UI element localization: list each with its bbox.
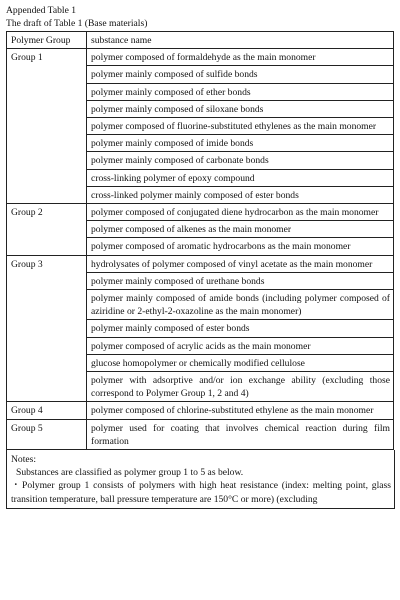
group-name-cell: Group 4 (7, 402, 87, 419)
substance-cell: polymer composed of alkenes as the main monomer (87, 221, 394, 238)
substance-cell: cross-linked polymer mainly composed of ester bonds (87, 186, 394, 203)
substance-cell: polymer composed of conjugated diene hydrocarbon as the main monomer (87, 204, 394, 221)
substance-cell: polymer mainly composed of siloxane bonds (87, 100, 394, 117)
substance-cell: glucose homopolymer or chemically modified cellulose (87, 354, 394, 371)
table-row (7, 402, 394, 419)
base-materials-table (6, 31, 394, 450)
document-page (6, 4, 396, 509)
substance-cell: polymer mainly composed of sulfide bonds (87, 66, 394, 83)
substance-cell: polymer composed of aromatic hydrocarbons as the main monomer (87, 238, 394, 255)
table-row (7, 419, 394, 449)
appendix-title: Appended Table 1 (6, 5, 77, 16)
group-name-cell: Group 1 (7, 49, 87, 204)
group-name-cell: Group 2 (7, 204, 87, 256)
substance-cell: polymer composed of chlorine-substituted ethylene as the main monomer (87, 402, 394, 419)
substance-cell: polymer mainly composed of urethane bonds (87, 272, 394, 289)
substance-cell: polymer mainly composed of ether bonds (87, 83, 394, 100)
column-header-polymer-group: Polymer Group (7, 32, 87, 49)
substance-cell: polymer mainly composed of imide bonds (87, 135, 394, 152)
substance-cell: polymer composed of acrylic acids as the main monomer (87, 337, 394, 354)
substance-cell: polymer mainly composed of carbonate bonds (87, 152, 394, 169)
table-subtitle: The draft of Table 1 (Base materials) (6, 18, 148, 29)
substance-cell: cross-linking polymer of epoxy compound (87, 169, 394, 186)
table-header-row (7, 32, 394, 49)
column-header-substance-name: substance name (87, 32, 394, 49)
substance-cell: hydrolysates of polymer composed of vinyl acetate as the main monomer (87, 255, 394, 272)
substance-cell: polymer with adsorptive and/or ion exchange ability (excluding those correspond to Polymer Group 1, 2 and 4) (87, 372, 394, 402)
substance-cell: polymer mainly composed of ester bonds (87, 320, 394, 337)
notes-line-group1: ・Polymer group 1 consists of polymers with high heat resistance (index: melting point, glass transition temperature, ball pressure temperature are 150°C or more) (excluding (11, 480, 391, 505)
substance-cell: polymer used for coating that involves chemical reaction during film formation (87, 419, 394, 449)
notes-title: Notes: (11, 454, 37, 466)
group-name-cell: Group 5 (7, 419, 87, 449)
group-name-cell: Group 3 (7, 255, 87, 402)
notes-line-classification: Substances are classified as polymer group 1 to 5 as below. (16, 467, 244, 479)
substance-cell: polymer composed of fluorine-substituted ethylenes as the main monomer (87, 118, 394, 135)
table-row (7, 49, 394, 66)
substance-cell: polymer composed of formaldehyde as the main monomer (87, 49, 394, 66)
table-row (7, 255, 394, 272)
substance-cell: polymer mainly composed of amide bonds (including polymer composed of aziridine or 2-ethyl-2-oxazoline as the main monomer) (87, 290, 394, 320)
table-row (7, 204, 394, 221)
notes-section (6, 450, 395, 509)
